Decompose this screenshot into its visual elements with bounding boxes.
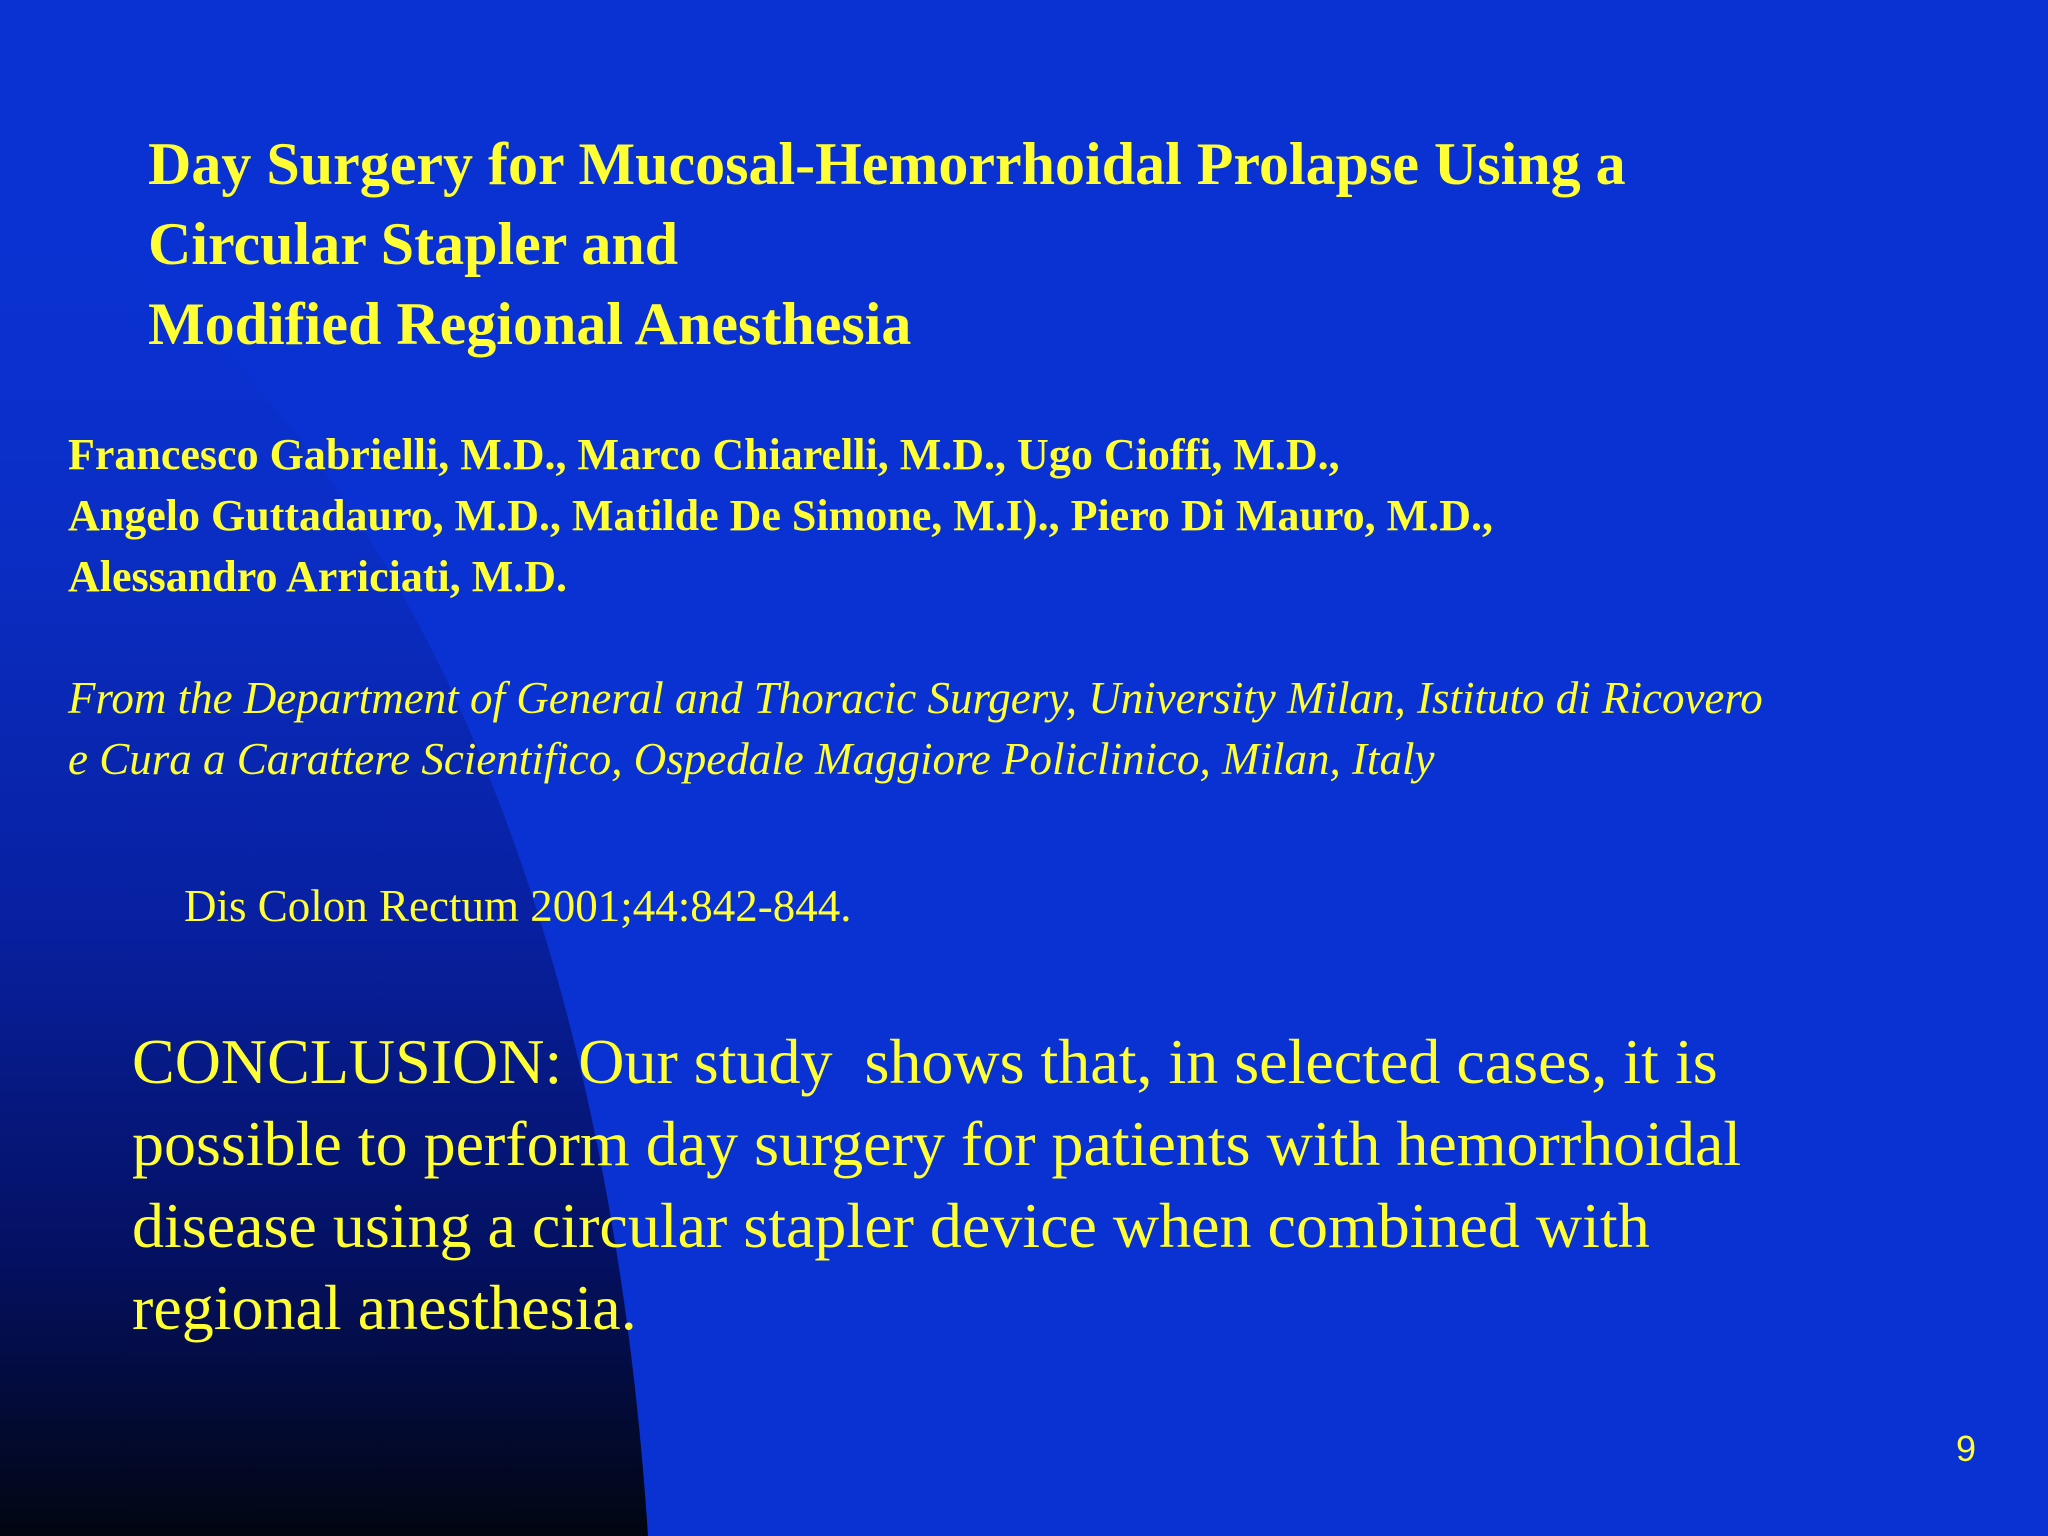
- title-line-1: Day Surgery for Mucosal-Hemorrhoidal Prolapse Using a: [148, 131, 1626, 197]
- title-line-2: Circular Stapler and: [148, 211, 679, 277]
- conclusion-line-4: regional anesthesia.: [132, 1272, 637, 1343]
- title-line-3: Modified Regional Anesthesia: [148, 291, 912, 357]
- author-list: [68, 424, 1968, 607]
- slide-title: [148, 124, 1948, 364]
- conclusion-line-3: disease using a circular stapler device when combined with: [132, 1190, 1650, 1261]
- journal-citation: Dis Colon Rectum 2001;44:842-844.: [184, 881, 852, 931]
- authors-line-3: Alessandro Arriciati, M.D.: [68, 552, 568, 601]
- affiliation-line-2: e Cura a Carattere Scientifico, Ospedale Maggiore Policlinico, Milan, Italy: [68, 734, 1435, 784]
- authors-line-1: Francesco Gabrielli, M.D., Marco Chiarelli, M.D., Ugo Cioffi, M.D.,: [68, 430, 1340, 479]
- conclusion-text: [132, 1021, 2012, 1349]
- conclusion-line-2: possible to perform day surgery for patients with hemorrhoidal: [132, 1108, 1742, 1179]
- affiliation-line-1: From the Department of General and Thoracic Surgery, University Milan, Istituto di Ricovero: [68, 673, 1763, 723]
- authors-line-2: Angelo Guttadauro, M.D., Matilde De Simone, M.I)., Piero Di Mauro, M.D.,: [68, 491, 1493, 540]
- affiliation: [68, 668, 2028, 790]
- conclusion-line-1: CONCLUSION: Our study shows that, in selected cases, it is: [132, 1026, 1718, 1097]
- page-number: 9: [1955, 1428, 1976, 1469]
